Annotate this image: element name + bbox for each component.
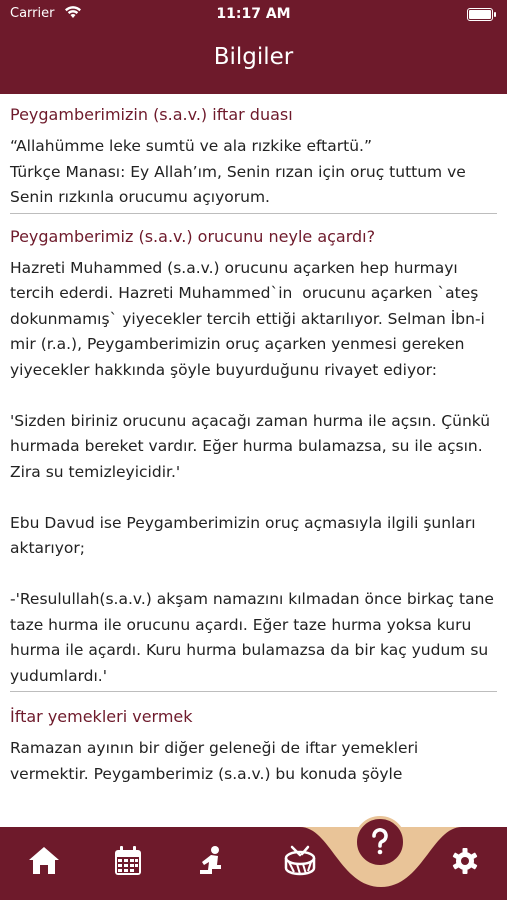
info-content[interactable] [0, 94, 507, 827]
tab-settings[interactable] [445, 841, 485, 881]
carrier-label: Carrier [10, 6, 55, 21]
calendar-icon [108, 841, 148, 881]
section-title: Peygamberimiz (s.a.v.) orucunu neyle açardı? [10, 226, 376, 246]
tab-bar [0, 827, 507, 900]
tab-drum[interactable] [280, 841, 320, 881]
section-divider [10, 691, 497, 692]
tab-prayer[interactable] [191, 841, 231, 881]
section-body: Hazreti Muhammed (s.a.v.) orucunu açarken hep hurmayı tercih ederdi. Hazreti Muhammed`in orucunu açarken `ateş dokunmamış` yiyecekler tercih ettiği aktarılıyor. Selman İbn-i mir (r.a.), Peygamberimizin oruç açarken yenmesi gereken yiyecekler hakkında şöyle buyurduğunu rivayet ediyor: 'Sizden biriniz orucunu açacağı zaman hurma ile açsın. Çünkü hurmada bereket vardır. Eğer hurma bulamazsa, su ile açsın. Zira su temizleyicidir.' Ebu Davud ise Peygamberimizin oruç açmasıyla ilgili şunları aktarıyor; -'Resulullah(s.a.v.) akşam namazını kılmadan önce birkaç tane taze hurma ile orucunu açardı. Eğer taze hurma yoksa kuru hurma ile açardı. Kuru hurma bulamazsa da bir kaç yudum su yudumlardı.' [10, 258, 494, 685]
page-title: Bilgiler [213, 44, 294, 70]
status-time: 11:17 AM [216, 6, 291, 22]
tab-help[interactable] [354, 816, 406, 868]
prayer-icon [191, 841, 231, 881]
section-body: “Allahümme leke sumtü ve ala rızkike eftartü.” Türkçe Manası: Ey Allah’ım, Senin rızan için oruç tuttum ve Senin rızkınla orucumu açıyorum. [10, 137, 466, 206]
drum-icon [280, 841, 320, 881]
info-section-iftar-meals [0, 706, 507, 787]
nav-header [0, 0, 507, 94]
section-divider [10, 213, 497, 214]
tab-home[interactable] [24, 841, 64, 881]
home-icon [24, 841, 64, 881]
settings-icon [445, 841, 485, 881]
section-title: İftar yemekleri vermek [10, 707, 193, 726]
section-title: Peygamberimizin (s.a.v.) iftar duası [10, 105, 293, 124]
info-section-iftar-prayer [0, 94, 507, 211]
status-bar [0, 0, 507, 30]
tab-calendar[interactable] [108, 841, 148, 881]
section-body: Ramazan ayının bir diğer geleneği de iftar yemekleri vermektir. Peygamberimiz (s.a.v.) bu konuda şöyle [10, 739, 424, 783]
info-section-breaking-fast [0, 226, 507, 690]
battery-icon [467, 8, 493, 21]
help-icon [357, 819, 403, 865]
